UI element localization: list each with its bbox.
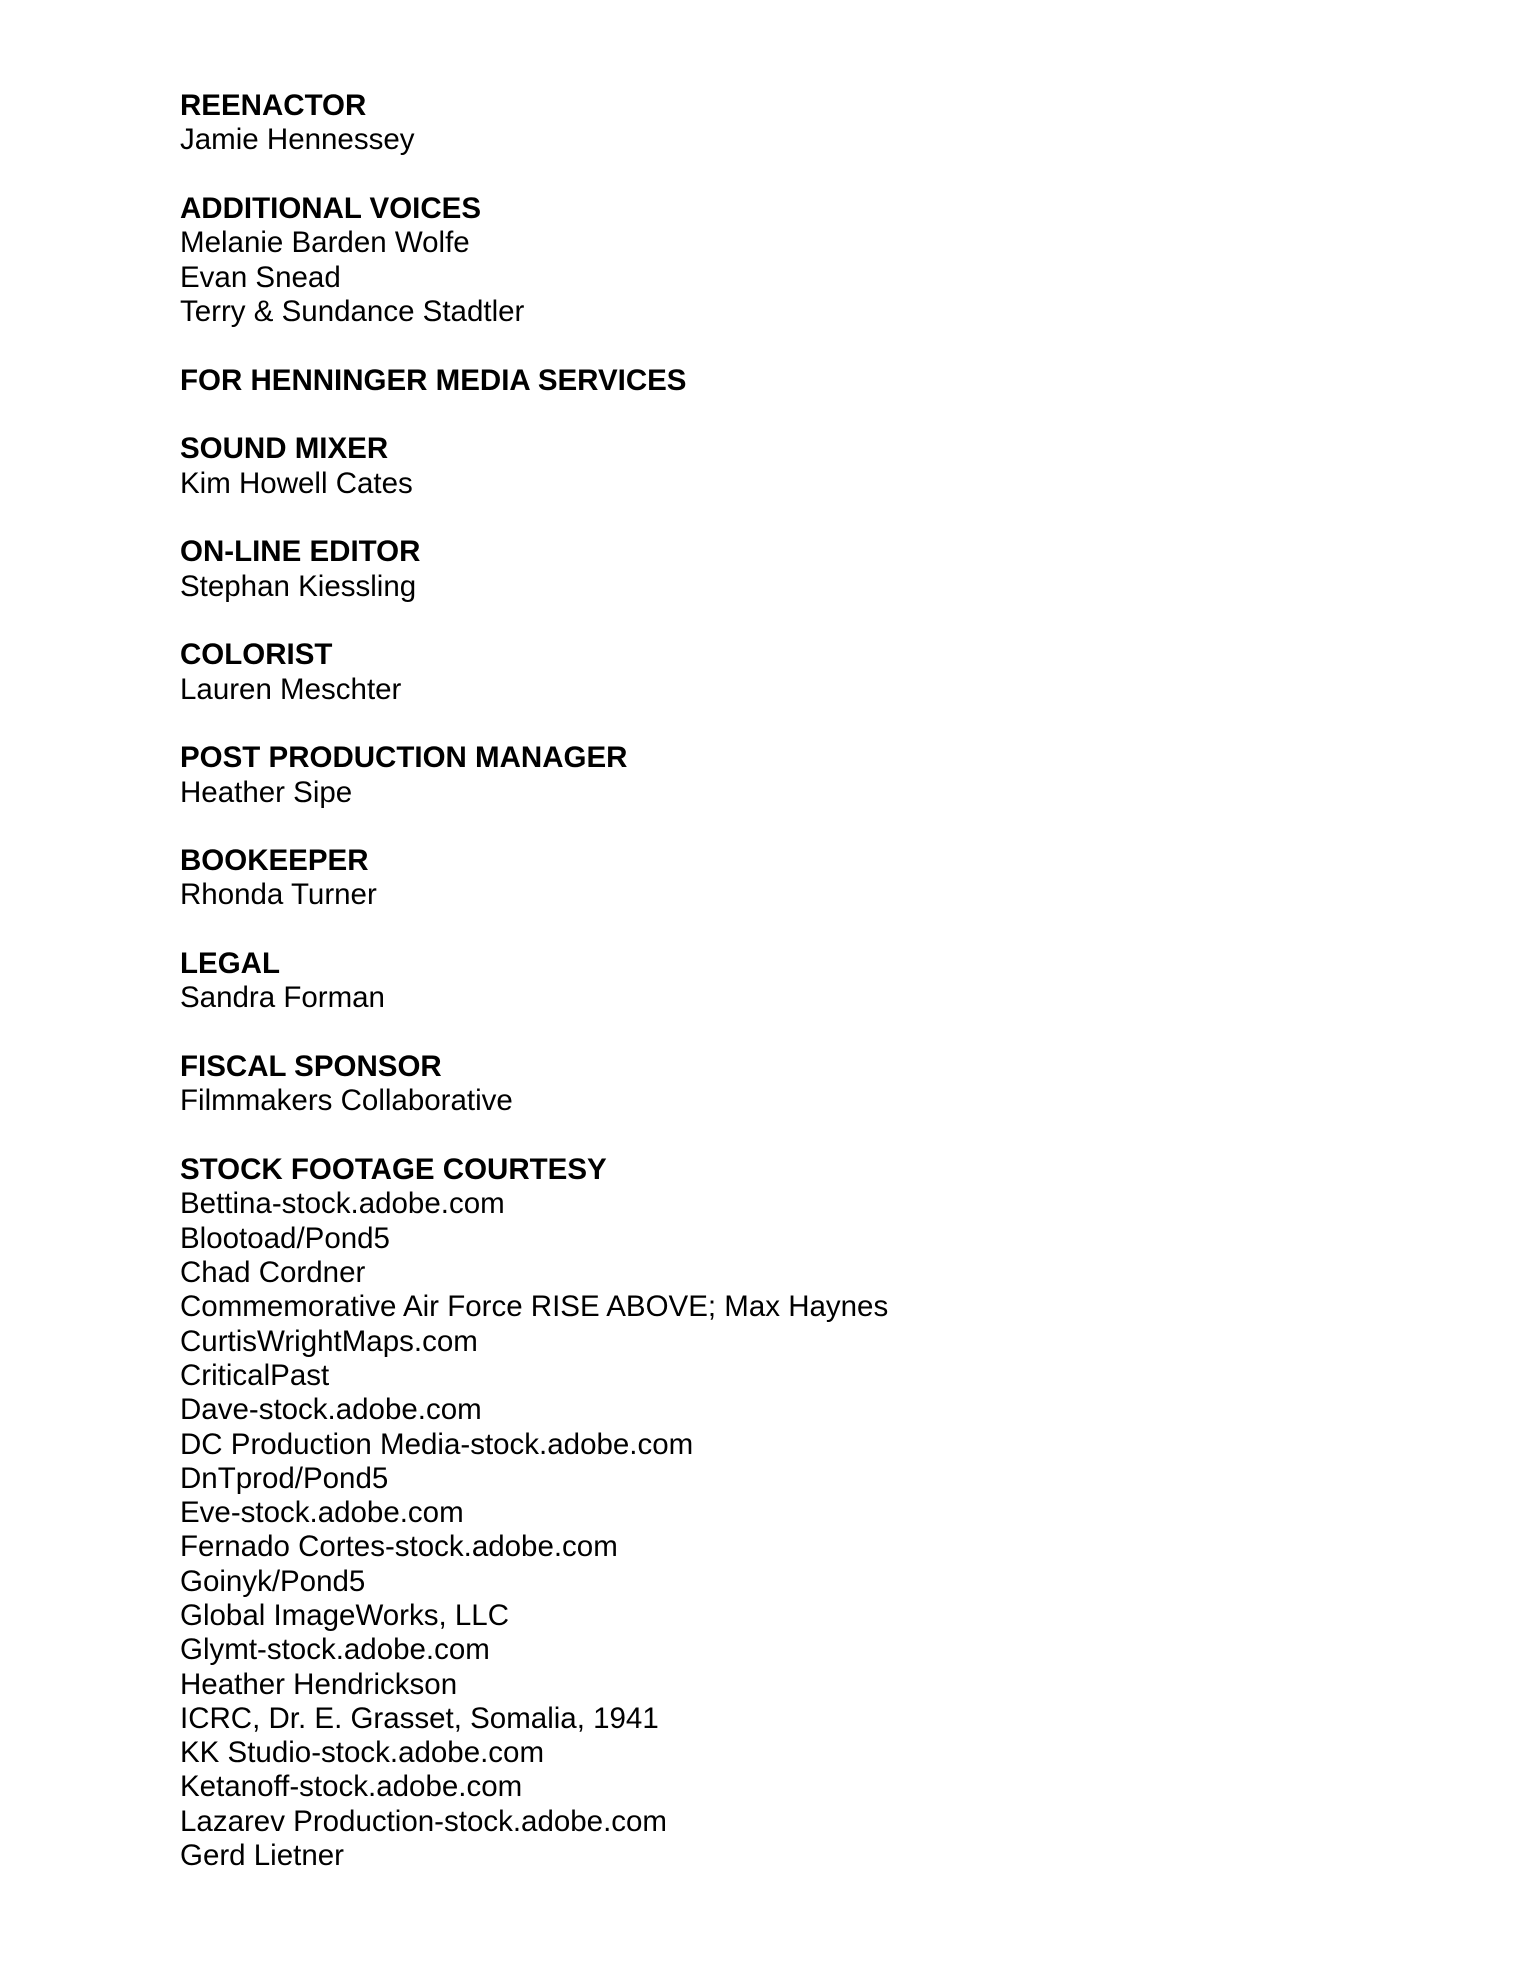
section-spacer	[180, 810, 1480, 844]
credit-name: Evan Snead	[180, 260, 341, 294]
credit-name: ICRC, Dr. E. Grasset, Somalia, 1941	[180, 1701, 659, 1735]
credit-name: Fernado Cortes-stock.adobe.com	[180, 1530, 618, 1564]
credit-section-stock-footage-courtesy	[180, 1153, 1480, 1873]
credit-name: Commemorative Air Force RISE ABOVE; Max Haynes	[180, 1290, 889, 1324]
credits-page	[180, 89, 1480, 1873]
section-spacer	[180, 1016, 1480, 1050]
credit-name: Chad Cordner	[180, 1256, 366, 1290]
credit-section-reenactor	[180, 89, 1480, 158]
credit-name: Stephan Kiessling	[180, 569, 417, 603]
credit-name: Gerd Lietner	[180, 1839, 344, 1873]
section-spacer	[180, 158, 1480, 192]
credit-name: DnTprod/Pond5	[180, 1461, 389, 1495]
credit-name: Ketanoff-stock.adobe.com	[180, 1770, 523, 1804]
section-heading: REENACTOR	[180, 89, 367, 122]
section-heading: FISCAL SPONSOR	[180, 1050, 442, 1084]
credit-name: Melanie Barden Wolfe	[180, 226, 470, 260]
credit-name: Filmmakers Collaborative	[180, 1084, 513, 1118]
section-heading: POST PRODUCTION MANAGER	[180, 741, 628, 775]
credit-name: Global ImageWorks, LLC	[180, 1599, 510, 1632]
credit-name: Jamie Hennessey	[180, 123, 415, 157]
section-spacer	[180, 398, 1480, 432]
credit-section-legal	[180, 947, 1480, 1016]
section-heading: LEGAL	[180, 947, 280, 981]
credit-name: Eve-stock.adobe.com	[180, 1496, 464, 1530]
credit-name: Glymt-stock.adobe.com	[180, 1633, 490, 1667]
credit-section-henninger-media-services	[180, 364, 1480, 398]
credit-name: CurtisWrightMaps.com	[180, 1324, 478, 1358]
section-spacer	[180, 1119, 1480, 1153]
credit-section-on-line-editor	[180, 535, 1480, 604]
section-spacer	[180, 707, 1480, 741]
credit-name: Rhonda Turner	[180, 878, 377, 912]
section-heading: ON-LINE EDITOR	[180, 535, 421, 569]
credit-name: Terry & Sundance Stadtler	[180, 294, 525, 328]
credit-name: Heather Sipe	[180, 775, 353, 809]
credit-name: Bettina-stock.adobe.com	[180, 1187, 505, 1221]
credit-name: Heather Hendrickson	[180, 1667, 458, 1701]
credit-name: Kim Howell Cates	[180, 466, 413, 500]
credit-name: DC Production Media-stock.adobe.com	[180, 1427, 694, 1461]
credit-section-sound-mixer	[180, 432, 1480, 501]
credit-name: Goinyk/Pond5	[180, 1564, 366, 1598]
credit-name: KK Studio-stock.adobe.com	[180, 1736, 545, 1770]
section-spacer	[180, 913, 1480, 947]
credit-name: Dave-stock.adobe.com	[180, 1393, 482, 1427]
section-heading: STOCK FOOTAGE COURTESY	[180, 1153, 607, 1187]
credit-section-colorist	[180, 638, 1480, 707]
credit-section-additional-voices	[180, 192, 1480, 329]
credit-section-bookeeper	[180, 844, 1480, 913]
section-heading: ADDITIONAL VOICES	[180, 191, 482, 225]
credit-name: Blootoad/Pond5	[180, 1221, 390, 1255]
credit-name: Lazarev Production-stock.adobe.com	[180, 1804, 668, 1838]
section-heading: BOOKEEPER	[180, 844, 369, 878]
section-heading: COLORIST	[180, 638, 333, 672]
section-spacer	[180, 501, 1480, 535]
section-spacer	[180, 329, 1480, 363]
credit-section-fiscal-sponsor	[180, 1050, 1480, 1119]
credit-name: CriticalPast	[180, 1358, 330, 1392]
credit-name: Sandra Forman	[180, 981, 385, 1015]
section-spacer	[180, 604, 1480, 638]
section-heading: SOUND MIXER	[180, 432, 389, 466]
credit-name: Lauren Meschter	[180, 672, 402, 706]
credit-section-post-production-manager	[180, 741, 1480, 810]
section-heading: FOR HENNINGER MEDIA SERVICES	[180, 363, 687, 397]
